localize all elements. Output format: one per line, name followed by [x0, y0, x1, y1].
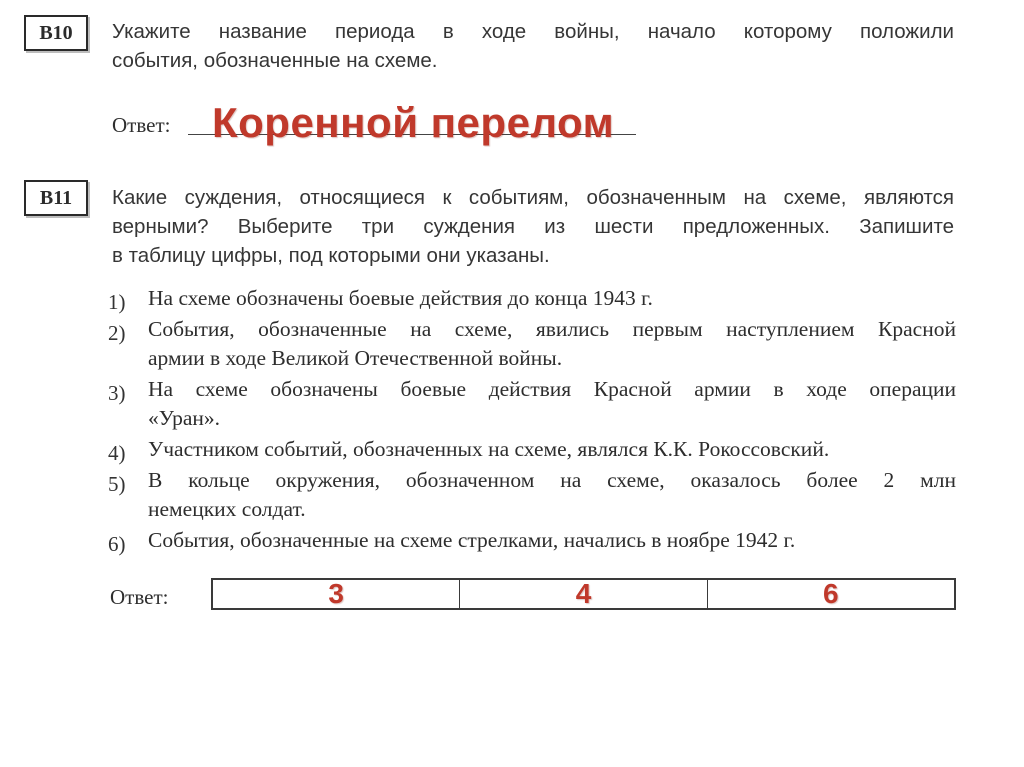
option-text: [148, 315, 956, 373]
option-line: В кольце окружения, обозначенном на схеме, оказалось более 2 млн: [148, 468, 956, 492]
option-line: Участником событий, обозначенных на схеме, являлся К.К. Рокоссовский.: [148, 437, 830, 461]
b11-question-line: Какие суждения, относящиеся к событиям, обозначенным на схеме, являются: [112, 186, 954, 209]
b10-question-line: события, обозначенные на схеме.: [112, 49, 438, 72]
b10-question: [112, 17, 954, 75]
option-number: 5): [108, 472, 126, 496]
option-2: [108, 315, 956, 373]
option-line: немецких солдат.: [148, 497, 306, 521]
option-number: 4): [108, 441, 126, 465]
option-4: [108, 435, 956, 464]
b11-options: [108, 284, 956, 557]
option-line: армии в ходе Великой Отечественной войны.: [148, 346, 563, 370]
option-line: «Уран».: [148, 406, 221, 430]
b10-answer-value: Коренной перелом: [212, 99, 615, 146]
option-line: На схеме обозначены боевые действия Красной армии в ходе операции: [148, 377, 956, 401]
b11-label: В11: [24, 180, 88, 216]
b11-answer-label: Ответ:: [110, 585, 169, 609]
option-number: 2): [108, 321, 126, 345]
answer-cell[interactable]: 4: [460, 580, 707, 608]
b10-answer-label: Ответ:: [112, 113, 171, 137]
option-5: [108, 466, 956, 524]
option-text: [148, 526, 956, 555]
answer-cell[interactable]: 3: [213, 580, 460, 608]
option-line: События, обозначенные на схеме, явились первым наступлением Красной: [148, 317, 956, 341]
option-3: [108, 375, 956, 433]
option-1: [108, 284, 956, 313]
b11-question-line: верными? Выберите три суждения из шести предложенных. Запишите: [112, 215, 954, 238]
b11-answer-table: [211, 578, 956, 610]
option-number: 1): [108, 290, 126, 314]
option-line: На схеме обозначены боевые действия до конца 1943 г.: [148, 286, 653, 310]
option-line: События, обозначенные на схеме стрелками, начались в ноябре 1942 г.: [148, 528, 796, 552]
option-text: [148, 284, 956, 313]
b10-question-line: Укажите название периода в ходе войны, начало которому положили: [112, 20, 954, 43]
b11-question-line: в таблицу цифры, под которыми они указаны.: [112, 244, 550, 267]
option-number: 6): [108, 532, 126, 556]
b10-label: В10: [24, 15, 88, 51]
option-number: 3): [108, 381, 126, 405]
option-text: [148, 466, 956, 524]
b11-question: [112, 183, 954, 270]
answer-cell[interactable]: 6: [823, 578, 839, 609]
option-text: [148, 375, 956, 433]
option-6: [108, 526, 956, 555]
option-text: [148, 435, 956, 464]
